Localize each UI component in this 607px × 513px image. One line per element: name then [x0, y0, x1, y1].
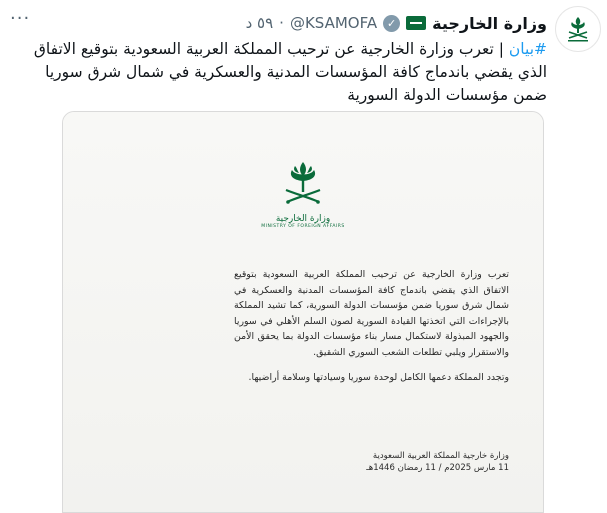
- ministry-emblem-icon: [563, 14, 593, 44]
- author-name[interactable]: وزارة الخارجية: [432, 13, 547, 33]
- separator-dot: ·: [279, 14, 284, 32]
- statement-document: [63, 112, 543, 512]
- saudi-flag-icon: [406, 16, 426, 30]
- ministry-logo: [258, 160, 348, 229]
- statement-text: [234, 267, 509, 396]
- tweet-text: [12, 38, 547, 107]
- more-dots-icon[interactable]: ···: [10, 8, 31, 29]
- hashtag-link[interactable]: #بيان: [508, 40, 547, 58]
- statement-signature-block: [366, 450, 509, 474]
- author-handle[interactable]: @KSAMOFA: [289, 14, 378, 32]
- tweet-text-body: | تعرب وزارة الخارجية عن ترحيب المملكة العربية السعودية بتوقيع الاتفاق الذي يقضي باندماج كافة المؤسسات المدنية والعسكرية في شمال شرق سوريا ضمن مؤسسات الدولة السورية: [33, 40, 547, 104]
- statement-date: 11 مارس 2025م / 11 رمضان 1446هـ: [366, 463, 509, 473]
- logo-caption: وزارة الخارجية: [275, 214, 331, 224]
- tweet-header: [8, 12, 547, 34]
- palm-swords-emblem-icon: [280, 160, 326, 210]
- logo-caption-english: MINISTRY OF FOREIGN AFFAIRS: [261, 224, 345, 229]
- tweet-time[interactable]: ٥٩ د: [245, 14, 274, 32]
- attached-image[interactable]: [62, 111, 544, 513]
- statement-paragraph: تعرب وزارة الخارجية عن ترحيب المملكة العربية السعودية بتوقيع الاتفاق الذي يقضي باندماج كافة المؤسسات المدنية والعسكرية في شمال شرق سوريا ضمن مؤسسات الدولة السورية، كما تشيد المملكة بالإجراءات التي اتخذتها القيادة السورية لصون السلم الأهلي في سوريا والجهود المبذولة لاستكمال مسار بناء مؤسسات الدولة بما يحقق الأمن والاستقرار ويلبي تطلعات الشعب السوري الشقيق.: [234, 269, 509, 358]
- avatar[interactable]: [555, 6, 601, 52]
- signature-line: وزارة خارجية المملكة العربية السعودية: [372, 451, 509, 461]
- verified-badge-icon: ✓: [383, 15, 400, 32]
- statement-paragraph: وتجدد المملكة دعمها الكامل لوحدة سوريا وسيادتها وسلامة أراضيها.: [248, 372, 509, 383]
